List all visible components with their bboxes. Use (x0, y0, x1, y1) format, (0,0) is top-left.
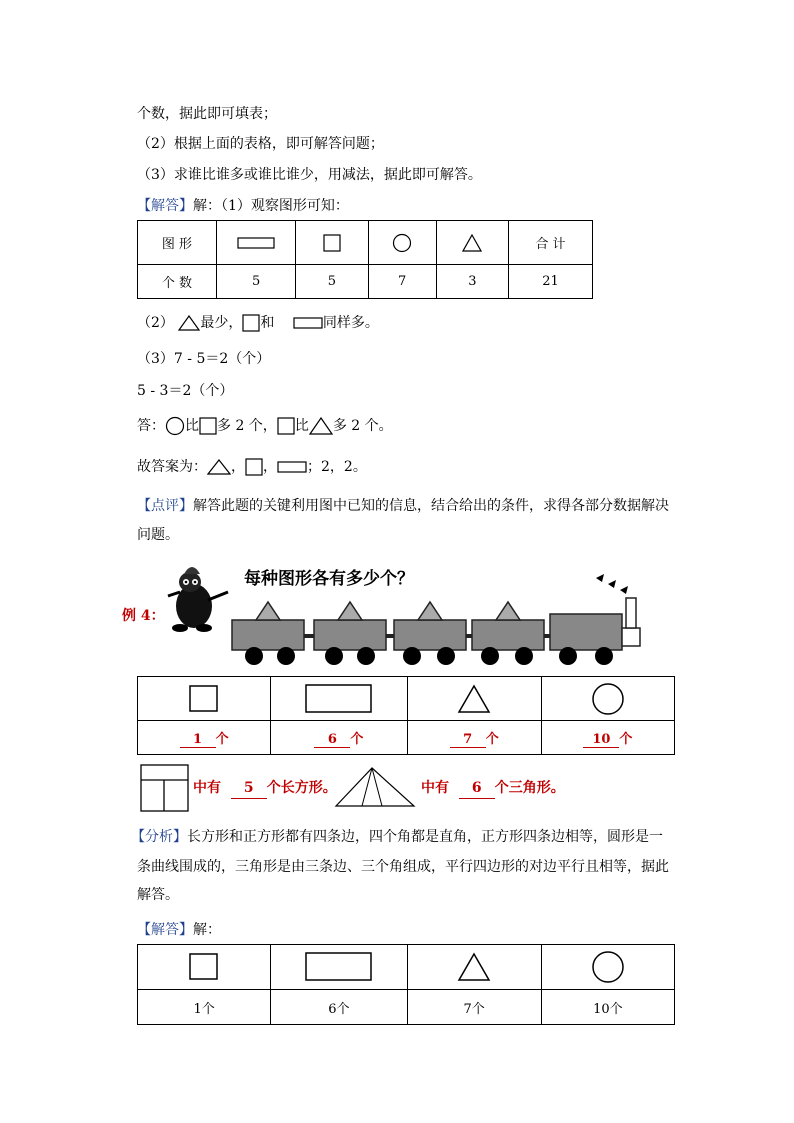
part3-line-2: 5 - 3＝2（个） (137, 383, 234, 399)
table3-triangle-cell (407, 945, 541, 990)
triangle-icon (457, 952, 491, 982)
answer-label: 【解答】 (137, 198, 193, 214)
table3-square-cell (138, 945, 271, 990)
train-question: 每种图形各有多少个？ (244, 569, 414, 589)
table3-count: 7个 (407, 990, 541, 1025)
part2-text: 和 (260, 315, 275, 331)
square-icon (277, 417, 295, 435)
table1-value: 5 (296, 265, 368, 299)
review-text: 解答此题的关键利用图中已知的信息，结合给出的条件，求得各部分数据解决 (193, 498, 669, 514)
answer-text: 比 (294, 418, 309, 434)
shape-count-table (137, 220, 593, 299)
square-icon (323, 234, 341, 252)
answer-heading-2 (137, 920, 221, 940)
table1-triangle-cell (436, 221, 508, 265)
example4-label: 例 4： (122, 608, 165, 624)
circle-icon (392, 233, 412, 253)
analysis-line-1 (131, 827, 663, 847)
triangle-icon (457, 684, 491, 714)
train-illustration (158, 558, 648, 670)
circle-icon (590, 950, 626, 984)
triangle-icon (207, 459, 231, 475)
table3-count: 6个 (271, 990, 407, 1025)
triangle-icon (462, 234, 482, 252)
square-icon (242, 314, 260, 332)
square-icon (199, 417, 217, 435)
table1-value: 3 (436, 265, 508, 299)
part2-prefix: （2） (137, 315, 174, 331)
rectangle-icon (305, 684, 373, 714)
table2-triangle-cell (407, 677, 541, 721)
analysis-text: 长方形和正方形都有四条边，四个角都是直角，正方形四条边相等，圆形是一 (187, 829, 663, 845)
triangle-icon (309, 417, 333, 435)
divided-rectangle-figure (140, 764, 190, 812)
review-label: 【点评】 (137, 498, 193, 514)
answer-table (137, 944, 675, 1025)
tri-count-answer: 6 (459, 778, 495, 799)
count-answer: 1 (180, 732, 216, 748)
answer-text: 解： (193, 922, 221, 938)
final-answer (137, 457, 367, 477)
table2-count-cell (407, 721, 541, 755)
table1-circle-cell (368, 221, 436, 265)
fill-text: 个三角形。 (494, 780, 565, 796)
review-line-2: 问题。 (137, 527, 179, 543)
table1-square-cell (296, 221, 368, 265)
table3-count: 1个 (138, 990, 271, 1025)
circle-icon (590, 682, 626, 716)
count-unit: 个 (350, 731, 364, 747)
separator: ， (263, 459, 277, 475)
analysis-line-2: 条曲线围成的，三角形是由三条边、三个角组成，平行四边形的对边平行且相等，据此 (137, 859, 669, 875)
count-answer: 6 (314, 732, 350, 748)
table2-circle-cell (541, 677, 674, 721)
eggplant-mascot-icon (168, 567, 228, 632)
table2-rect-cell (271, 677, 407, 721)
table1-value: 7 (368, 265, 436, 299)
part2-text: 最少， (200, 315, 243, 331)
example4-table (137, 676, 675, 755)
table1-rect-cell (216, 221, 295, 265)
answer-text: 多 2 个。 (332, 418, 393, 434)
review-line-1 (137, 496, 669, 516)
count-answer: 10 (583, 732, 619, 748)
square-icon (189, 685, 219, 713)
table2-square-cell (138, 677, 271, 721)
table3-circle-cell (541, 945, 674, 990)
final-prefix: 故答案为： (137, 459, 207, 475)
part2-line (137, 313, 379, 333)
part3-line-1: （3）7 - 5＝2（个） (137, 351, 271, 367)
fill-text: 中有 (421, 780, 449, 796)
table2-count-cell (138, 721, 271, 755)
rect-count-sentence (193, 778, 337, 799)
table1-value: 5 (216, 265, 295, 299)
tri-count-sentence (421, 778, 565, 799)
count-unit: 个 (619, 731, 633, 747)
triangle-fan-figure (334, 766, 416, 808)
triangle-icon (178, 315, 200, 331)
table2-count-cell (271, 721, 407, 755)
intro-line-2: （2）根据上面的表格，即可解答问题； (137, 136, 384, 152)
answer-heading-1 (137, 196, 349, 216)
answer-label: 【解答】 (137, 922, 193, 938)
table1-row-label: 个 数 (138, 265, 217, 299)
answer-prefix: 答： (137, 418, 165, 434)
rectangle-icon (277, 461, 307, 473)
intro-line-3: （3）求谁比谁多或谁比谁少，用减法，据此即可解答。 (137, 167, 482, 183)
fill-text: 个长方形。 (266, 780, 337, 796)
count-unit: 个 (485, 731, 499, 747)
table1-total-label: 合 计 (509, 221, 593, 265)
table1-header-label: 图 形 (138, 221, 217, 265)
answer-text: 解：（1）观察图形可知： (193, 198, 349, 214)
fill-text: 中有 (193, 780, 221, 796)
answer-text: 比 (185, 418, 199, 434)
separator: ， (231, 459, 245, 475)
square-icon (245, 458, 263, 476)
part3-answer (137, 416, 393, 436)
rectangle-icon (305, 952, 373, 982)
rectangle-icon (293, 317, 323, 329)
intro-line-1: 个数，据此即可填表； (137, 106, 277, 122)
answer-text: 多 2 个， (217, 418, 277, 434)
count-answer: 7 (450, 732, 486, 748)
rectangle-icon (237, 237, 275, 249)
square-icon (189, 953, 219, 981)
part2-text: 同样多。 (322, 315, 379, 331)
table2-count-cell (541, 721, 674, 755)
table3-count: 10个 (541, 990, 674, 1025)
table1-value: 21 (509, 265, 593, 299)
analysis-line-3: 解答。 (137, 887, 179, 903)
rect-count-answer: 5 (231, 778, 267, 799)
count-unit: 个 (215, 731, 229, 747)
circle-icon (165, 416, 185, 436)
table3-rect-cell (271, 945, 407, 990)
analysis-label: 【分析】 (131, 829, 187, 845)
final-tail: ；2，2。 (307, 459, 367, 475)
